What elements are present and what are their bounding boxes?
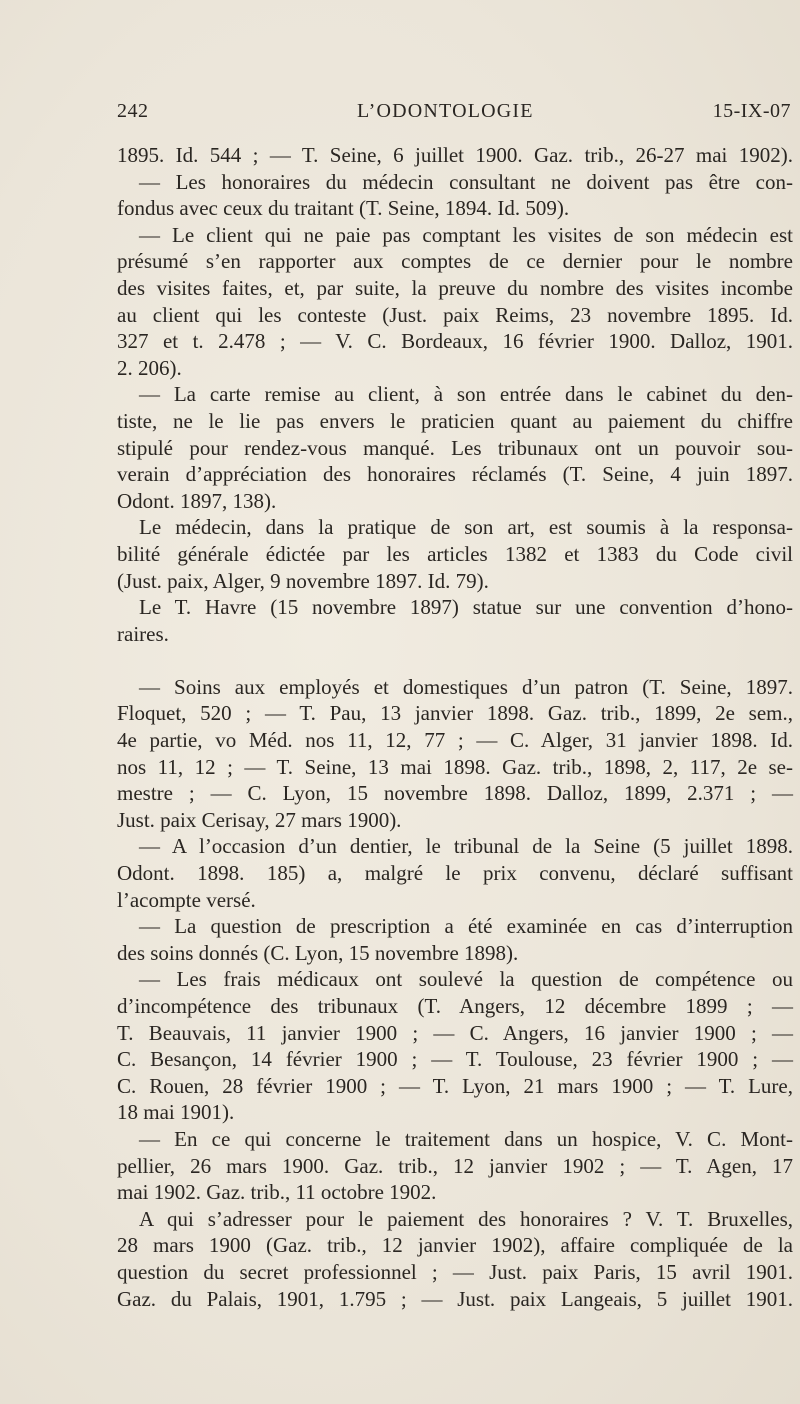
text-line: — En ce qui concerne le traitement dans un hospice, V. C. Mont- (139, 1126, 793, 1151)
text-line: — La question de prescription a été examinée en cas d’interruption (139, 914, 793, 939)
text-line: 2. 206). (117, 355, 182, 380)
text-line: C. Besançon, 14 février 1900 ; — T. Toulouse, 23 février 1900 ; — (117, 1047, 793, 1072)
text-line: — Soins aux employés et domestiques d’un patron (T. Seine, 1897. (139, 674, 793, 699)
text-line: — Les honoraires du médecin consultant ne doivent pas être con- (139, 169, 793, 194)
text-line: l’acompte versé. (117, 887, 256, 912)
text-line: Le T. Havre (15 novembre 1897) statue sur une convention d’hono- (139, 595, 793, 620)
journal-title: L’ODONTOLOGIE (357, 100, 534, 122)
text-line: raires. (117, 621, 169, 646)
text-line: Floquet, 520 ; — T. Pau, 13 janvier 1898. Gaz. trib., 1899, 2e sem., (117, 701, 793, 726)
body-text (117, 142, 793, 1312)
text-line: mestre ; — C. Lyon, 15 novembre 1898. Dalloz, 1899, 2.371 ; — (117, 781, 793, 806)
text-line: A qui s’adresser pour le paiement des honoraires ? V. T. Bruxelles, (139, 1206, 793, 1231)
text-line: (Just. paix, Alger, 9 novembre 1897. Id. 79). (117, 568, 489, 593)
text-line: 4e partie, vo Méd. nos 11, 12, 77 ; — C. Alger, 31 janvier 1898. Id. (117, 728, 793, 753)
text-line: Gaz. du Palais, 1901, 1.795 ; — Just. paix Langeais, 5 juillet 1901. (117, 1286, 793, 1311)
paragraph-gap (117, 647, 793, 674)
text-line: présumé s’en rapporter aux comptes de ce dernier pour le nombre (117, 249, 793, 274)
issue-date: 15-IX-07 (712, 100, 791, 122)
page-number: 242 (117, 100, 149, 122)
text-line: fondus avec ceux du traitant (T. Seine, 1894. Id. 509). (117, 196, 570, 221)
text-line: nos 11, 12 ; — T. Seine, 13 mai 1898. Gaz. trib., 1898, 2, 117, 2e se- (117, 754, 793, 779)
text-line: pellier, 26 mars 1900. Gaz. trib., 12 janvier 1902 ; — T. Agen, 17 (117, 1153, 793, 1178)
text-line: — Les frais médicaux ont soulevé la question de compétence ou (139, 967, 793, 992)
text-line: 18 mai 1901). (117, 1100, 235, 1125)
text-line: — A l’occasion d’un dentier, le tribunal de la Seine (5 juillet 1898. (139, 834, 793, 859)
text-line: — Le client qui ne paie pas comptant les visites de son médecin est (139, 222, 793, 247)
text-line: C. Rouen, 28 février 1900 ; — T. Lyon, 21 mars 1900 ; — T. Lure, (117, 1073, 793, 1098)
text-line: mai 1902. Gaz. trib., 11 octobre 1902. (117, 1180, 437, 1205)
text-line: stipulé pour rendez-vous manqué. Les tribunaux ont un pouvoir sou- (117, 435, 793, 460)
text-line: bilité générale édictée par les articles 1382 et 1383 du Code civil (117, 541, 793, 566)
text-line: des soins donnés (C. Lyon, 15 novembre 1898). (117, 940, 519, 965)
text-line: d’incompétence des tribunaux (T. Angers, 12 décembre 1899 ; — (117, 994, 793, 1018)
text-line: Odont. 1898. 185) a, malgré le prix convenu, déclaré suffisant (117, 861, 793, 886)
text-line: au client qui les conteste (Just. paix Reims, 23 novembre 1895. Id. (117, 302, 793, 327)
text-line: 1895. Id. 544 ; — T. Seine, 6 juillet 1900. Gaz. trib., 26-27 mai 1902). (117, 143, 793, 167)
text-line: T. Beauvais, 11 janvier 1900 ; — C. Angers, 16 janvier 1900 ; — (117, 1020, 793, 1045)
text-line: — La carte remise au client, à son entrée dans le cabinet du den- (139, 382, 793, 407)
running-head (117, 100, 791, 130)
text-line: Just. paix Cerisay, 27 mars 1900). (117, 807, 402, 832)
text-line: tiste, ne le lie pas envers le praticien quant au paiement du chiffre (117, 408, 793, 433)
text-line: verain d’appréciation des honoraires réclamés (T. Seine, 4 juin 1897. (117, 462, 793, 487)
text-line: Odont. 1897, 138). (117, 488, 277, 513)
text-line: question du secret professionnel ; — Just. paix Paris, 15 avril 1901. (117, 1259, 793, 1284)
text-line: Le médecin, dans la pratique de son art, est soumis à la responsa- (139, 515, 793, 540)
text-line: 28 mars 1900 (Gaz. trib., 12 janvier 1902), affaire compliquée de la (117, 1233, 793, 1258)
text-line: 327 et t. 2.478 ; — V. C. Bordeaux, 16 février 1900. Dalloz, 1901. (117, 329, 793, 354)
text-line: des visites faites, et, par suite, la preuve du nombre des visites incombe (117, 275, 793, 300)
